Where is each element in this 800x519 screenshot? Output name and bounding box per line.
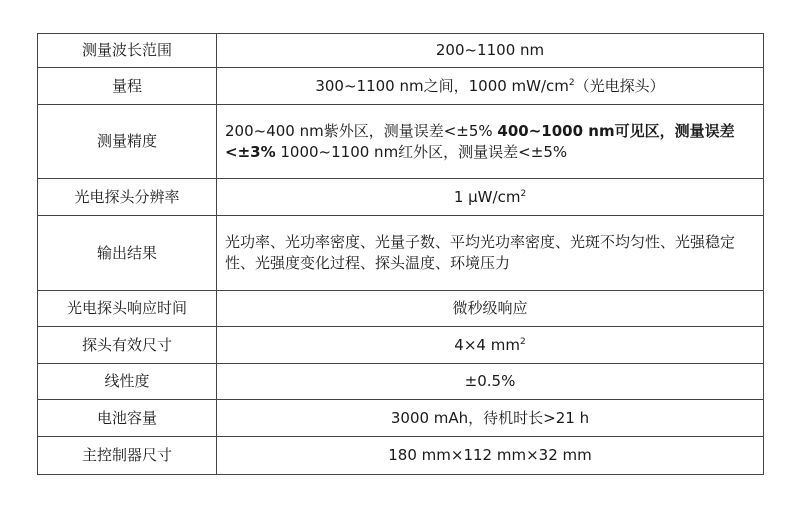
table-row	[38, 327, 764, 364]
value-text: 1 μW/cm	[453, 187, 521, 206]
superscript: 2	[519, 336, 526, 347]
table-row	[38, 105, 764, 179]
spec-label: 主控制器尺寸	[38, 437, 217, 475]
spec-value: ±0.5%	[217, 364, 764, 400]
value-text: 1000~1100 nm红外区，测量误差<±5%	[275, 142, 568, 161]
spec-value: 200~1100 nm	[217, 34, 764, 68]
spec-label: 测量精度	[38, 105, 217, 179]
superscript: 2	[520, 188, 527, 199]
spec-label: 量程	[38, 68, 217, 105]
spec-label: 探头有效尺寸	[38, 327, 217, 364]
spec-label: 光电探头分辨率	[38, 179, 217, 216]
spec-value: 微秒级响应	[217, 291, 764, 327]
superscript: 2	[568, 77, 575, 88]
value-text: 200~400 nm紫外区，测量误差<±5%	[225, 121, 498, 140]
spec-value: 光功率、光功率密度、光量子数、平均光功率密度、光斑不均匀性、光强稳定性、光强度变化过程、探头温度、环境压力	[217, 216, 764, 291]
value-text: （光电探头）	[574, 76, 665, 95]
value-text: 300~1100 nm之间，1000 mW/cm	[315, 76, 569, 95]
value-text-bold: 400~1000 nm可见区，测量误差<±3%	[225, 121, 735, 161]
spec-value	[217, 327, 764, 364]
table-row	[38, 34, 764, 68]
spec-value	[217, 68, 764, 105]
spec-label: 电池容量	[38, 400, 217, 437]
table-row	[38, 216, 764, 291]
spec-label: 测量波长范围	[38, 34, 217, 68]
table-row	[38, 68, 764, 105]
spec-table	[37, 33, 764, 475]
spec-label: 光电探头响应时间	[38, 291, 217, 327]
table-row	[38, 291, 764, 327]
spec-label: 线性度	[38, 364, 217, 400]
spec-value	[217, 105, 764, 179]
table-row	[38, 179, 764, 216]
table-row	[38, 364, 764, 400]
table-row	[38, 437, 764, 475]
spec-value: 3000 mAh，待机时长>21 h	[217, 400, 764, 437]
spec-value	[217, 179, 764, 216]
value-text: 4×4 mm	[454, 335, 520, 354]
spec-value: 180 mm×112 mm×32 mm	[217, 437, 764, 475]
spec-label: 输出结果	[38, 216, 217, 291]
table-row	[38, 400, 764, 437]
